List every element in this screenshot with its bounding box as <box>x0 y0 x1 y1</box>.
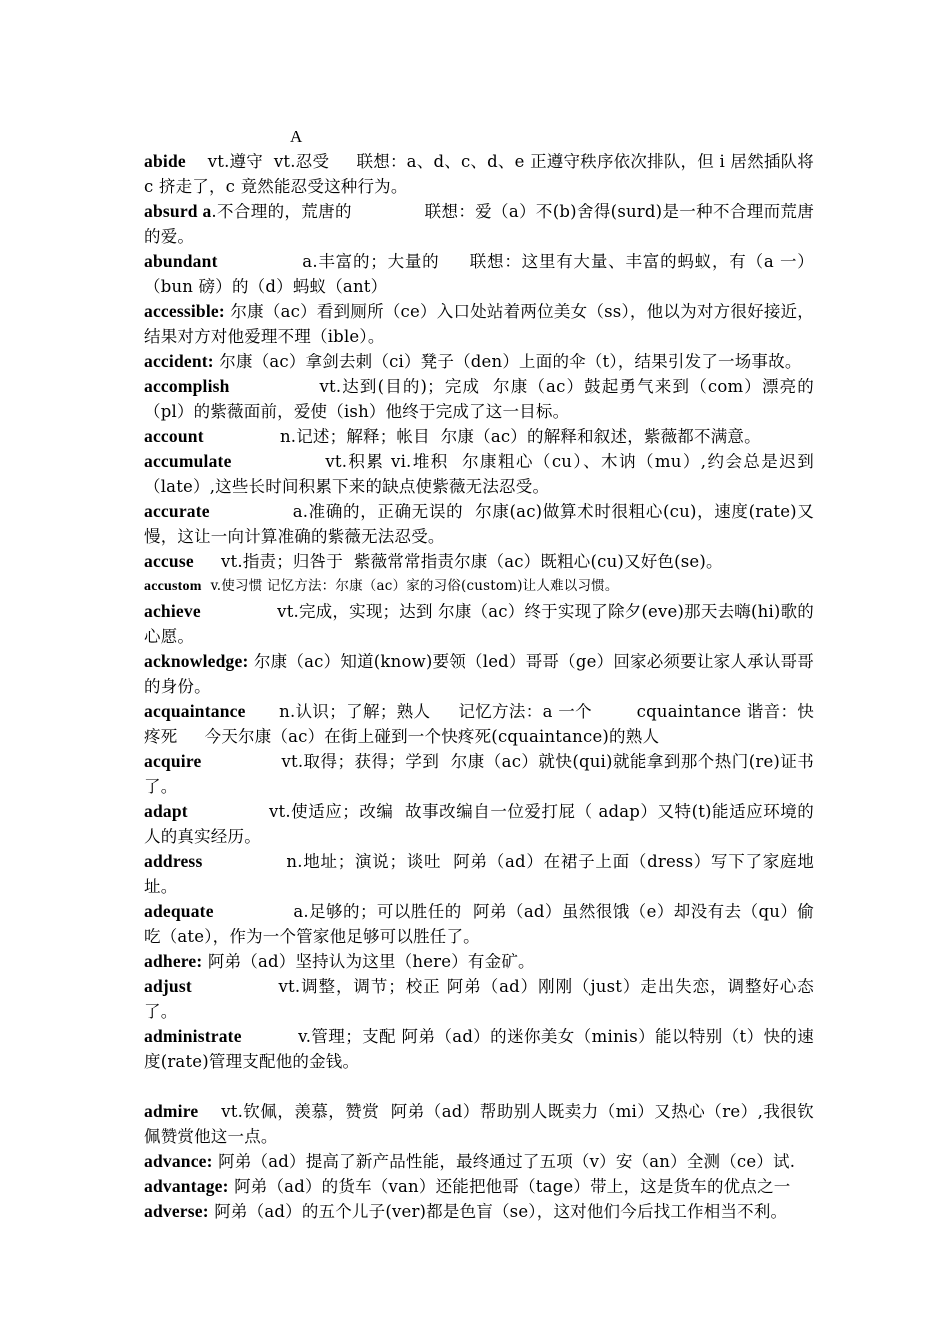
definition-mnemonic: v.使习惯 记忆方法：尔康（ac）家的习俗(custom)让人难以习惯。 <box>201 578 619 594</box>
headword: acknowledge: <box>144 651 249 671</box>
headword: advance: <box>144 1151 213 1171</box>
dictionary-page <box>144 124 820 1224</box>
section-heading: A <box>290 127 303 146</box>
vocab-entry <box>144 649 814 699</box>
definition-mnemonic: 尔康（ac）知道(know)要领（led）哥哥（ge）回家必须要让家人承认哥哥的身份。 <box>144 652 814 696</box>
vocab-entry <box>144 349 814 374</box>
entry-list <box>144 149 820 1224</box>
headword: administrate <box>144 1026 242 1046</box>
headword: adverse: <box>144 1201 209 1221</box>
headword: accuse <box>144 551 194 571</box>
headword: accident: <box>144 351 214 371</box>
headword: accustom <box>144 579 202 594</box>
definition-mnemonic: vt.调整，调节；校正 阿弟（ad）刚刚（just）走出失恋，调整好心态了。 <box>144 977 814 1021</box>
vocab-entry <box>144 1174 814 1199</box>
headword: absurd a <box>144 201 212 221</box>
definition-mnemonic: 阿弟（ad）提高了新产品性能，最终通过了五项（v）安（an）全测（ce）试. <box>212 1152 796 1171</box>
vocab-entry <box>144 249 814 299</box>
vocab-entry <box>144 299 814 349</box>
vocab-entry <box>144 1199 814 1224</box>
vocab-entry <box>144 699 814 749</box>
headword: acquaintance <box>144 701 246 721</box>
vocab-entry <box>144 149 820 199</box>
vocab-entry <box>144 374 814 424</box>
headword: accumulate <box>144 451 232 471</box>
headword: admire <box>144 1101 199 1121</box>
vocab-entry <box>144 949 814 974</box>
vocab-entry <box>144 599 814 649</box>
headword: adequate <box>144 901 214 921</box>
vocab-entry <box>144 424 814 449</box>
headword: accurate <box>144 501 210 521</box>
definition-mnemonic: vt.积累 vi.堆积 尔康粗心（cu）、木讷（mu）,约会总是迟到（late）,这些长时间积累下来的缺点使紫薇无法忍受。 <box>144 452 814 496</box>
definition-mnemonic: 阿弟（ad）的货车（van）还能把他哥（tage）带上，这是货车的优点之一 <box>228 1177 791 1196</box>
definition-mnemonic: vt.取得；获得；学到 尔康（ac）就快(qui)就能拿到那个热门(re)证书了。 <box>144 752 814 796</box>
definition-mnemonic: vt.达到(目的)；完成 尔康（ac）鼓起勇气来到（com）漂亮的（pl）的紫薇面前，爱使（ish）他终于完成了这一目标。 <box>144 377 814 421</box>
headword: abide <box>144 151 186 171</box>
headword: accomplish <box>144 376 230 396</box>
vocab-entry <box>144 849 814 899</box>
definition-mnemonic: a.准确的，正确无误的 尔康(ac)做算术时很粗心(cu)，速度(rate)又慢，这让一向计算准确的紫薇无法忍受。 <box>144 502 814 546</box>
definition-mnemonic: vt.使适应；改编 故事改编自一位爱打屁（ adap）又特(t)能适应环境的人的真实经历。 <box>144 802 814 846</box>
definition-mnemonic: n.记述；解释；帐目 尔康（ac）的解释和叙述，紫薇都不满意。 <box>203 427 761 446</box>
vocab-entry <box>144 499 814 549</box>
headword: account <box>144 426 204 446</box>
vocab-entry <box>144 1024 814 1074</box>
vocab-entry <box>144 899 814 949</box>
vocab-entry <box>144 1149 814 1174</box>
vocab-entry <box>144 574 814 599</box>
headword: address <box>144 851 203 871</box>
definition-mnemonic: n.认识；了解；熟人 记忆方法：a 一个 cquaintance 谐音：快疼死 今天尔康（ac）在街上碰到一个快疼死(cquaintance)的熟人 <box>144 702 814 746</box>
vocab-entry <box>144 799 814 849</box>
definition-mnemonic: 尔康（ac）看到厕所（ce）入口处站着两位美女（ss），他以为对方很好接近，结果对方对他爱理不理（ible）。 <box>144 302 814 346</box>
vocab-entry <box>144 1099 814 1149</box>
headword: abundant <box>144 251 218 271</box>
definition-mnemonic: vt.完成，实现；达到 尔康（ac）终于实现了除夕(eve)那天去嗨(hi)歌的心愿。 <box>144 602 814 646</box>
definition-mnemonic: vt.指责；归咎于 紫薇常常指责尔康（ac）既粗心(cu)又好色(se)。 <box>193 552 723 571</box>
vocab-entry <box>144 449 814 499</box>
vocab-entry <box>144 199 814 249</box>
definition-mnemonic: n.地址；演说；谈吐 阿弟（ad）在裙子上面（dress）写下了家庭地址。 <box>144 852 814 896</box>
vocab-entry <box>144 974 814 1024</box>
definition-mnemonic: 尔康（ac）拿剑去刺（ci）凳子（den）上面的伞（t），结果引发了一场事故。 <box>213 352 802 371</box>
definition-mnemonic: .不合理的，荒唐的 联想：爱（a）不(b)舍得(surd)是一种不合理而荒唐的爱。 <box>144 202 814 246</box>
paragraph-gap <box>144 1074 814 1099</box>
definition-mnemonic: vt.钦佩，羡慕，赞赏 阿弟（ad）帮助别人既卖力（mi）又热心（re）,我很钦佩赞赏他这一点。 <box>144 1102 814 1146</box>
headword: accessible: <box>144 301 225 321</box>
headword: adjust <box>144 976 192 996</box>
headword: achieve <box>144 601 201 621</box>
vocab-entry <box>144 749 814 799</box>
definition-mnemonic: v.管理；支配 阿弟（ad）的迷你美女（minis）能以特别（t）快的速度(rate)管理支配他的金钱。 <box>144 1027 814 1071</box>
definition-mnemonic: vt.遵守 vt.忍受 联想：a、d、c、d、e 正遵守秩序依次排队，但 i 居然插队将 c 挤走了，c 竟然能忍受这种行为。 <box>144 152 820 196</box>
headword: acquire <box>144 751 202 771</box>
headword: adhere: <box>144 951 203 971</box>
headword: advantage: <box>144 1176 229 1196</box>
vocab-entry <box>144 549 814 574</box>
definition-mnemonic: a.足够的；可以胜任的 阿弟（ad）虽然很饿（e）却没有去（qu）偷吃（ate），作为一个管家他足够可以胜任了。 <box>144 902 814 946</box>
definition-mnemonic: a.丰富的；大量的 联想：这里有大量、丰富的蚂蚁，有（a 一）（bun 磅）的（d）蚂蚁（ant） <box>144 252 814 296</box>
headword: adapt <box>144 801 188 821</box>
definition-mnemonic: 阿弟（ad）坚持认为这里（here）有金矿。 <box>202 952 535 971</box>
definition-mnemonic: 阿弟（ad）的五个儿子(ver)都是色盲（se），这对他们今后找工作相当不利。 <box>208 1202 788 1221</box>
